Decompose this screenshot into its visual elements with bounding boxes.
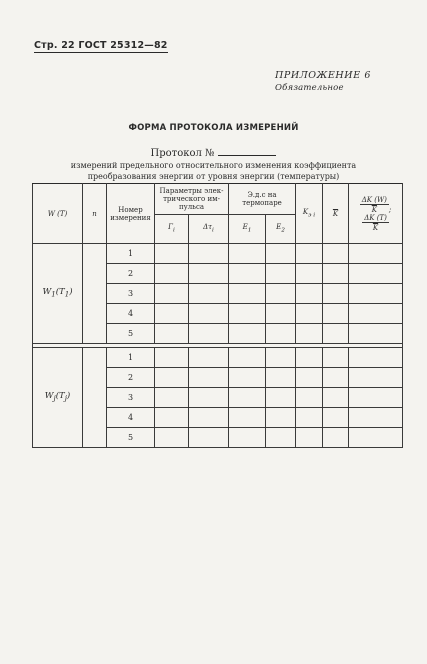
col-header-pulse-params-line2: трического им-	[163, 195, 220, 203]
caption-line-1: измерений предельного относительного изменения коэффициента	[70, 161, 357, 170]
table-row	[33, 348, 403, 368]
protocol-line	[0, 146, 427, 159]
measurement-number: 3	[107, 284, 155, 304]
col-header-measurement-number-line1: Номер	[118, 205, 143, 214]
e2-symbol: E	[276, 223, 282, 232]
col-header-n: n	[83, 184, 107, 244]
appendix-title: ПРИЛОЖЕНИЕ 6	[274, 70, 371, 81]
col-header-pulse-params-line3: пульса	[178, 203, 205, 211]
col-header-emf-line2: термопаре	[242, 199, 282, 207]
fraction-w	[360, 195, 392, 214]
col-header-e2	[266, 215, 296, 244]
measurement-number: 2	[107, 264, 155, 284]
group-2-n-cell	[83, 348, 107, 448]
col-header-pulse-params	[155, 184, 229, 215]
group-1-n-cell	[83, 244, 107, 344]
group-1-label: $W_1(T_1)$	[33, 244, 83, 344]
col-header-e1	[229, 215, 266, 244]
col-header-relative-change	[349, 184, 403, 244]
protocol-caption	[0, 161, 427, 182]
group-1-rows	[33, 244, 403, 348]
delta-tau-index: i	[212, 227, 214, 234]
measurement-number: 4	[107, 408, 155, 428]
delta-tau-symbol: Δτ	[203, 223, 213, 232]
protocol-label: Протокол №	[150, 148, 215, 159]
fraction-t	[362, 214, 389, 232]
measurement-number: 3	[107, 388, 155, 408]
fraction-w-numerator: ΔK (W)	[361, 195, 387, 204]
form-title: ФОРМА ПРОТОКОЛА ИЗМЕРЕНИЙ	[128, 123, 299, 133]
caption-line-2: преобразования энергии от уровня энергии (температуры)	[87, 171, 340, 181]
gamma-index: i	[172, 227, 175, 234]
col-header-w: W (T)	[33, 184, 83, 244]
measurement-number: 5	[107, 324, 155, 344]
col-header-k-mean	[323, 184, 349, 244]
gamma-symbol: Γ	[168, 223, 173, 232]
col-header-delta-tau	[189, 215, 229, 244]
page-header: Стр. 22 ГОСТ 25312—82	[34, 40, 168, 51]
col-header-k-index: э i	[308, 212, 316, 219]
group-2-label: $W_j(T_j)$	[33, 348, 83, 448]
measurement-number: 2	[107, 368, 155, 388]
e1-index: 1	[247, 227, 252, 234]
appendix-block	[275, 70, 371, 93]
col-header-measurement-number	[107, 184, 155, 244]
col-header-measurement-number-line2: измерения	[110, 213, 151, 222]
col-header-pulse-params-line1: Параметры элек-	[159, 187, 224, 195]
measurement-number: 1	[107, 244, 155, 264]
e2-index: 2	[281, 227, 285, 234]
table-row	[33, 244, 403, 264]
col-header-k-mean-symbol: $\overline{K}$	[332, 209, 339, 218]
fraction-t-numerator: ΔK (T)	[364, 213, 387, 222]
col-header-gamma	[155, 215, 189, 244]
group-2-rows	[33, 348, 403, 448]
protocol-number-blank	[218, 146, 276, 156]
measurement-number: 1	[107, 348, 155, 368]
col-header-k	[296, 184, 323, 244]
fraction-t-denominator: K	[372, 223, 379, 232]
measurement-number: 5	[107, 428, 155, 448]
fraction-w-denominator: K	[371, 205, 377, 214]
col-header-emf-line1: Э.д.с на	[247, 191, 277, 199]
fraction-separator: ;	[388, 205, 392, 214]
e1-symbol: E	[242, 223, 248, 232]
appendix-subtitle: Обязательное	[274, 83, 344, 93]
col-header-k-symbol: K	[302, 207, 309, 216]
measurement-number: 4	[107, 304, 155, 324]
protocol-table	[32, 183, 403, 448]
col-header-emf	[229, 184, 296, 215]
